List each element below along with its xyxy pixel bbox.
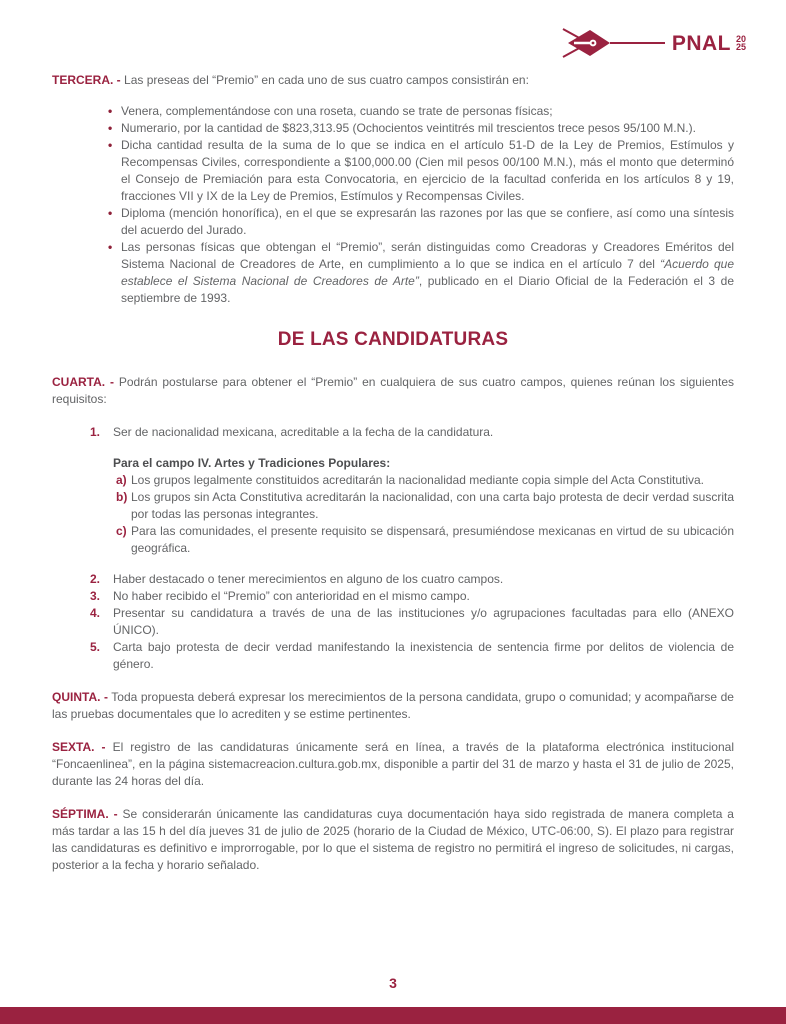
- campo-iv-subheading: Para el campo IV. Artes y Tradiciones Populares:: [113, 456, 391, 470]
- list-item: [52, 571, 734, 588]
- section-label: CUARTA. -: [52, 375, 114, 389]
- item-letter: a): [116, 473, 127, 487]
- list-item: [52, 639, 734, 673]
- list-item: [52, 523, 734, 557]
- bullet-text: Numerario, por la cantidad de $823,313.95 (Ochocientos veintitrés mil trescientos trece pesos 95/100 M.N.).: [121, 121, 696, 135]
- document-body: [52, 66, 734, 874]
- item-number: 3.: [90, 589, 101, 603]
- section-text: Podrán postularse para obtener el “Premio” en cualquiera de sus cuatro campos, quienes reúnan los siguientes requisitos:: [52, 375, 734, 406]
- section-septima: [52, 806, 734, 874]
- section-text: Las preseas del “Premio” en cada uno de sus cuatro campos consistirán en:: [124, 73, 529, 87]
- item-text: Carta bajo protesta de decir verdad manifestando la inexistencia de sentencia firme por delitos de violencia de género.: [113, 640, 734, 671]
- section-text: Toda propuesta deberá expresar los merecimientos de la persona candidata, grupo o comunidad; y acompañarse de las pruebas documentales que lo acrediten y se estime pertinentes.: [52, 690, 734, 721]
- requisitos-list-2-5: [52, 571, 734, 673]
- footer-bar: [0, 1007, 786, 1024]
- section-label: SEXTA. -: [52, 740, 106, 754]
- list-item: [52, 120, 734, 137]
- logo-year: [736, 35, 746, 51]
- item-number: 2.: [90, 572, 101, 586]
- bullet-text: Diploma (mención honorífica), en el que se expresarán las razones por las que se confiere, así como una síntesis del acuerdo del Jurado.: [121, 206, 734, 237]
- bullet-text: , publicado en el Diario Oficial de la Federación el 3 de septiembre de 1993.: [121, 274, 734, 305]
- item-text: No haber recibido el “Premio” con anterioridad en el mismo campo.: [113, 589, 470, 603]
- bullet-text: Dicha cantidad resulta de la suma de lo que se indica en el artículo 51-D de la Ley de Premios, Estímulos y Recompensas Civiles, correspondiente a $100,000.00 (Cien mil pesos 00/100 M.N.), más el monto que determinó el Consejo de Premiación para esta Convocatoria, en ejercicio de la facultad conferida en los artículos 8 y 19, fracciones VII y IX de la Ley de Premios, Estímulos y Recompensas Civiles.: [121, 138, 734, 203]
- item-number: 4.: [90, 606, 101, 620]
- section-text: El registro de las candidaturas únicamente será en línea, a través de la plataforma electrónica institucional “Foncaenlinea”, en la página sistemacreacion.cultura.gob.mx, disponible a partir del 31 de marzo y hasta el 31 de julio de 2025, durante las 24 horas del día.: [52, 740, 734, 788]
- preseas-bullet-list: [52, 103, 734, 307]
- section-label: TERCERA. -: [52, 73, 121, 87]
- bullet-text: Las personas físicas que obtengan el “Premio”, serán distinguidas como Creadoras y Creadores Eméritos del Sistema Nacional de Creadores de Arte, en cumplimiento a lo que se indica en el artículo 7 del: [121, 240, 734, 271]
- pnal-logo: [562, 26, 746, 60]
- cited-title: “Acuerdo que establece el Sistema Nacional de Creadores de Arte”: [121, 257, 734, 288]
- section-sexta: [52, 739, 734, 790]
- item-text: Los grupos sin Acta Constitutiva acreditarán la nacionalidad, con una carta bajo protesta de decir verdad suscrita por todas las personas integrantes.: [131, 490, 734, 521]
- item-text: Los grupos legalmente constituidos acreditarán la nacionalidad mediante copia simple del Acta Constitutiva.: [131, 473, 705, 487]
- list-item: [52, 103, 734, 120]
- list-item: [52, 489, 734, 523]
- section-tercera: [52, 72, 734, 89]
- logo-wordmark: PNAL: [671, 31, 731, 55]
- item-letter: c): [116, 524, 127, 538]
- section-text: Se considerarán únicamente las candidaturas cuya documentación haya sido registrada de manera completa a más tardar a las 15 h del día jueves 31 de julio de 2025 (horario de la Ciudad de México, UTC-06:00, S). El plazo para registrar las candidaturas es definitivo e improrrogable, por lo que el sistema de registro no permitirá el ingreso de solicitudes, ni cargas, posterior a la fecha y horario señalado.: [52, 807, 734, 872]
- item-text: Haber destacado o tener merecimientos en alguno de los cuatro campos.: [113, 572, 504, 586]
- page-title: DE LAS CANDIDATURAS: [277, 329, 509, 350]
- item-letter: b): [116, 490, 128, 504]
- section-quinta: [52, 689, 734, 723]
- list-item: [52, 605, 734, 639]
- list-item: [52, 424, 734, 441]
- section-cuarta: [52, 374, 734, 408]
- page-number: 3: [389, 975, 397, 991]
- logo-year-top: 20: [735, 34, 746, 44]
- list-item: [52, 205, 734, 239]
- logo-year-bottom: 25: [735, 42, 746, 52]
- bullet-text: Venera, complementándose con una roseta, cuando se trate de personas físicas;: [121, 104, 553, 118]
- list-item: [52, 472, 734, 489]
- list-item: [52, 137, 734, 205]
- list-item: [52, 588, 734, 605]
- section-label: QUINTA. -: [52, 690, 108, 704]
- item-number: 5.: [90, 640, 101, 654]
- item-number: 1.: [90, 425, 101, 439]
- list-item: [52, 239, 734, 307]
- item-text: Para las comunidades, el presente requisito se dispensará, presumiéndose mexicanas en virtud de su ubicación geográfica.: [131, 524, 734, 555]
- section-label: SÉPTIMA. -: [52, 807, 118, 821]
- requisitos-list-1: [52, 424, 734, 441]
- item-text: Presentar su candidatura a través de una de las instituciones y/o agrupaciones facultadas para ello (ANEXO ÚNICO).: [113, 606, 734, 637]
- campo-iv-letter-list: [52, 472, 734, 557]
- item-text: Ser de nacionalidad mexicana, acreditable a la fecha de la candidatura.: [113, 425, 494, 439]
- quill-fish-icon: [562, 26, 667, 60]
